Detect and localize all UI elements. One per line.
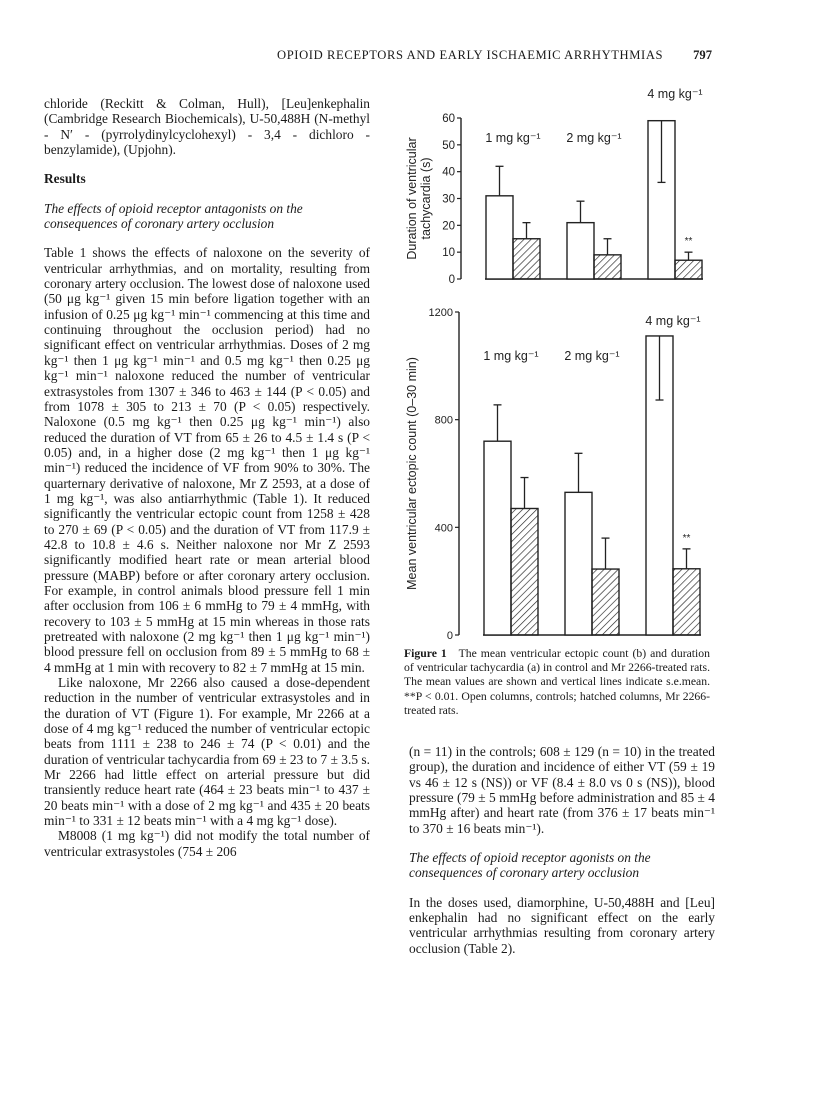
y-tick-label: 0 (448, 274, 455, 286)
paragraph: M8008 (1 mg kg⁻¹) did not modify the total number of ventricular extrasystoles (754 ± 206 (44, 828, 370, 859)
chart-panel-a (405, 87, 703, 286)
y-tick-label: 60 (442, 113, 455, 125)
y-axis-label: Duration of ventricular (405, 137, 419, 260)
significance-marker: ** (684, 236, 693, 248)
y-axis-label: tachycardia (s) (419, 157, 433, 240)
y-tick-label: 20 (442, 220, 455, 233)
bar-treated (511, 508, 538, 635)
subsection-heading: The effects of opioid receptor antagonists on the consequences of coronary artery occlusion (44, 200, 303, 232)
chart-panel-b (405, 307, 701, 642)
figure-label: Figure 1 (404, 647, 447, 660)
bar-treated (513, 239, 540, 279)
paragraph: Like naloxone, Mr 2266 also caused a dose-dependent reduction in the number of ventricular extrasystoles and in the duration of VT (Figure 1). For example, Mr 2266 at a dose of 4 mg kg⁻¹ reduced the number of ventricular ectopic beats from 1111 ± 238 to 246 ± 74 (P < 0.01) and the duration of ventricular tachycardia from 69 ± 23 to 7 ± 3.5 s. Mr 2266 had little effect on arterial pressure but did transiently reduce heart rate (464 ± 23 beats min⁻¹ to 437 ± 20 beats min⁻¹ with a dose of 2 mg kg⁻¹ and 435 ± 20 beats min⁻¹ to 331 ± 12 beats min⁻¹ with a 4 mg kg⁻¹ dose). (44, 675, 370, 829)
caption-text: The mean ventricular ectopic count (b) and duration of ventricular tachycardia (a) in control and Mr 2266-treated rats. The mean values are shown and vertical lines indicate s.e.mean. **P < 0.01. Open columns, controls; hatched columns, Mr 2266-treated rats. (404, 647, 710, 717)
bar-treated (675, 260, 702, 279)
category-label: 1 mg kg⁻¹ (485, 131, 541, 145)
bar-control (565, 492, 592, 635)
y-axis-label: Mean ventricular ectopic count (0–30 min) (405, 357, 419, 590)
category-label: 4 mg kg⁻¹ (645, 314, 701, 328)
y-tick-label: 1200 (428, 307, 453, 319)
y-tick-label: 50 (442, 139, 455, 152)
figure-1 (400, 80, 720, 660)
category-label: 1 mg kg⁻¹ (483, 349, 539, 363)
right-column (409, 744, 715, 956)
bar-treated (592, 569, 619, 635)
bar-control (567, 223, 594, 279)
intro-paragraph: chloride (Reckitt & Colman, Hull), [Leu]enkephalin (Cambridge Research Biochemicals), U-50,488H (N-methyl - N′ - (pyrrolydinylcyclohexyl) - 3,4 - dichloro - benzylamide), (Upjohn). (44, 96, 370, 158)
running-title: OPIOID RECEPTORS AND EARLY ISCHAEMIC ARRHYTHMIAS (277, 48, 664, 62)
y-tick-label: 10 (442, 247, 455, 260)
bar-control (484, 441, 511, 635)
y-tick-label: 40 (442, 166, 455, 179)
category-label: 4 mg kg⁻¹ (647, 87, 703, 101)
figure-1-charts (400, 80, 720, 660)
page-number: 797 (693, 48, 712, 62)
category-label: 2 mg kg⁻¹ (566, 131, 622, 145)
significance-marker: ** (682, 532, 691, 544)
paragraph: (n = 11) in the controls; 608 ± 129 (n = 10) in the treated group), the duration and incidence of either VT (59 ± 19 vs 46 ± 12 s (NS)) or VF (8.4 ± 8.0 vs 0 s (NS)), blood pressure (79 ± 5 mmHg before administration and 85 ± 4 mmHg after) and heart rate (from 376 ± 17 beats min⁻¹ to 370 ± 16 beats min⁻¹). (409, 744, 715, 836)
figure-caption (404, 647, 710, 718)
left-column (44, 96, 370, 859)
bar-treated (673, 569, 700, 635)
category-label: 2 mg kg⁻¹ (564, 349, 620, 363)
y-tick-label: 400 (434, 522, 453, 535)
y-tick-label: 30 (442, 193, 455, 206)
y-tick-label: 0 (446, 630, 453, 642)
bar-control (486, 196, 513, 279)
subsection-heading: The effects of opioid receptor agonists on the consequences of coronary artery occlusion (409, 850, 651, 881)
bar-treated (594, 255, 621, 279)
y-tick-label: 800 (434, 414, 453, 427)
paragraph: In the doses used, diamorphine, U-50,488H and [Leu] enkephalin had no significant effect on the early ventricular arrhythmias resulting from coronary artery occlusion (Table 2). (409, 894, 715, 956)
paragraph: Table 1 shows the effects of naloxone on the severity of ventricular arrhythmias, and on mortality, resulting from coronary artery occlusion. The lowest dose of naloxone used (50 μg kg⁻¹ given 15 min before ligation together with an infusion of 0.25 μg kg⁻¹ min⁻¹ commencing at this time and continuing throughout the occlusion period) had no significant effect on ventricular arrhythmias. Doses of 2 mg kg⁻¹ then 1 μg kg⁻¹ min⁻¹ and 0.5 mg kg⁻¹ then 0.25 μg kg⁻¹ min⁻¹ naloxone reduced the number of ventricular extrasystoles from 1307 ± 346 to 463 ± 144 (P < 0.05) and from 1078 ± 305 to 213 ± 70 (P < 0.05) respectively. Naloxone (0.5 mg kg⁻¹ then 0.25 μg kg⁻¹ min⁻¹) also reduced the duration of VT from 65 ± 26 to 4.5 ± 1.4 s (P < 0.05) and, in a higher dose (2 mg kg⁻¹ then 1 μg kg⁻¹ min⁻¹) reduced the incidence of VF from 90% to 30%. The quarternary derivative of naloxone, Mr Z 2593, at a dose of 1 mg kg⁻¹, was also antiarrhythmic (Table 1). It reduced significantly the ventricular ectopic count from 1258 ± 428 to 270 ± 69 (P < 0.05) and the duration of VT from 117.9 ± 42.8 to 10.8 ± 4.6 s. Neither naloxone nor Mr Z 2593 significantly modified heart rate or mean arterial blood pressure (MABP) before or after coronary artery occlusion. For example, in control animals blood pressure fell 1 min after occlusion from 106 ± 6 mmHg to 79 ± 4 mmHg, with recovery to 103 ± 5 mmHg at 15 min whereas in those rats pretreated with naloxone (2 mg kg⁻¹ then 1 μg kg⁻¹ min⁻¹) blood pressure fell on occlusion from 89 ± 5 mmHg to 68 ± 4 mmHg at 1 min with recovery to 82 ± 7 mmHg at 15 min. (44, 245, 370, 675)
running-header (277, 48, 712, 63)
section-heading: Results (44, 171, 86, 187)
